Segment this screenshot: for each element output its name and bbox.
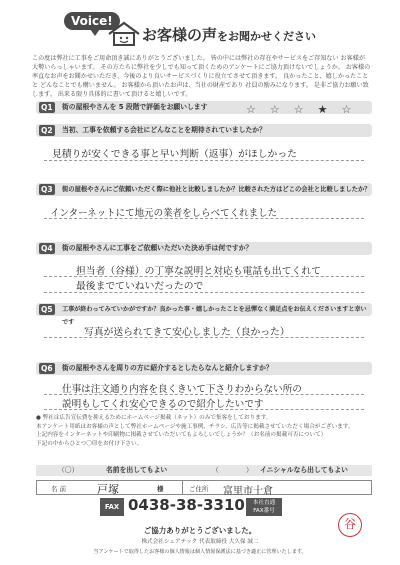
rating-stars[interactable] [246, 103, 365, 116]
consent-option-b-label: イニシャルなら出してもよい [260, 466, 348, 474]
answer-line [44, 394, 364, 395]
title-main-1: お客様の [142, 26, 203, 44]
answer-text: 仕事は注文通り内容を良くきいて下さりわからない所の [62, 384, 302, 395]
question-number: Q1 [41, 103, 53, 112]
address-label: ご住所 [189, 485, 209, 493]
question-4-header [36, 242, 372, 255]
question-6-header [36, 362, 372, 375]
question-text: 街の屋根やさんに工事をご依頼いただいた決め手は何ですか？ [62, 244, 253, 252]
note-line: 上記内容をインターネットや印刷物に掲載させていただいてもよろしいでしょうか？（お名前の掲載可否について） [36, 432, 327, 438]
fax-label: FAX [100, 498, 124, 516]
question-number: Q3 [41, 185, 53, 194]
question-number: Q2 [41, 126, 53, 135]
divider [182, 481, 183, 494]
answer-text: 見積りが安くできる事と早い判断（返事）がほしかった [52, 149, 297, 160]
question-number: Q5 [41, 305, 53, 314]
question-2-header [36, 124, 372, 137]
name-consent-row [36, 465, 372, 476]
note-line: 本アンケート用紙はお客様の声として弊社ホームページや施工事例、チラシ、広告等に掲載させていただく場合がございます。 [36, 423, 354, 430]
star-icon[interactable]: ☆ [246, 103, 270, 116]
question-text: 街の屋根やさんにご依頼いただく際に他社と比較しましたか？比較された方はどこの会社と比較しましたか？ [62, 186, 371, 193]
answer-line [44, 292, 364, 293]
house-icon [106, 20, 142, 46]
name-label: 名 前 [51, 485, 67, 493]
star-filled-icon[interactable]: ★ [317, 103, 342, 116]
note-line: 下記の中からひとつ〇印をお付け下さい。 [36, 440, 143, 447]
title-main-2: 声 [202, 26, 218, 44]
privacy-text: 当アンケートで取得したお客様の個人情報は個人情報保護法に基づき適正に管理いたします。 [93, 549, 307, 555]
star-icon[interactable]: ☆ [341, 103, 366, 116]
question-number: Q6 [41, 364, 53, 373]
question-text: 当初、工事を依頼する会社にどんなことを期待されていましたか？ [62, 126, 266, 134]
star-icon[interactable]: ☆ [293, 103, 318, 116]
question-5-header [36, 303, 372, 326]
fax-badge-line: FAX番号 [253, 508, 275, 514]
answer-line [44, 276, 364, 277]
company-text: 株式会社シェアテック 代表取締役 大久保 誠二 [141, 539, 259, 545]
question-text: 街の屋根やさんを周りの方に紹介するとしたらなんと紹介しますか？ [62, 364, 273, 372]
consent-option-b-checkbox[interactable]: （ ） [212, 466, 253, 474]
answer-text: 写真が送られてきて安心しました（良かった） [84, 327, 290, 338]
address-value[interactable]: 富里市十倉 [223, 486, 273, 497]
question-3-header [36, 183, 372, 196]
notes [36, 414, 376, 448]
question-text: 工事が終わってみていかがですか？良かった事・嬉しかったことを忌憚なく満足点をお伝えくださいますと幸いです [62, 306, 367, 326]
question-text: 街の屋根やさんを 5 段階で評価をお願いします [62, 103, 208, 111]
title-small: をお聞かせください [217, 30, 317, 43]
consent-option-a-checkbox[interactable]: （〇） [58, 466, 79, 474]
intro-text: この度は弊社に工事をご用命頂き誠にありがとうございました。 皆の中には弊社の存在やサービスをご存知ない お客様が 大勢いらっしゃいます。 その方たちに弊社を少しでも知って頂くためのアンケートにご協力頂けないでしょうか。 お客様の率直なお声をお聞かせいただき、今後のより良いサービスづくりに役立てさせて頂きます。 良かったこと、嬉しかったことと どんなことでも構いません。 お客様から頂いたお声は、当社の財産であり 社員の励みになります。 是非ご協力お願い致します。 出来る限り具体的に書いて頂けると嬉しいです。 [32, 55, 371, 98]
answer-line [44, 409, 364, 410]
fax-badge-line: 本社直通 [252, 500, 276, 506]
fax-badge [246, 498, 282, 516]
honorific: 様 [157, 485, 164, 493]
name-value[interactable]: 戸塚 [97, 483, 119, 496]
answer-line [44, 218, 364, 219]
star-icon[interactable]: ☆ [269, 103, 294, 116]
name-address-box [36, 480, 372, 495]
consent-option-a-mark: 〇 [64, 466, 72, 474]
consent-option-a-label: 名前を出してもよい [106, 466, 168, 474]
answer-text: 説明もしてくれ安心できるので紹介したいです [62, 399, 264, 410]
answer-text: 担当者（谷様）の丁寧な説明と対応も電話も出てくれて [76, 266, 321, 277]
answer-text: 最後までていねいだったので [76, 281, 204, 292]
answer-line [44, 337, 364, 338]
page-title [142, 24, 316, 45]
voice-badge: Voice! [64, 12, 120, 30]
answer-text: インターネットにて地元の業者をしらべてくれました [50, 208, 278, 219]
note-line: ● 弊社は広告宣伝費を抑えるためにホームページ掲載（ネット）のみで集客をしております。 [36, 415, 272, 421]
answer-line [44, 160, 364, 161]
fax-number: 0438-38-3310 [128, 496, 245, 514]
question-number: Q4 [41, 244, 53, 253]
thanks-text: ご協力ありがとうございました。 [143, 526, 257, 535]
seal-stamp: 谷 [338, 513, 362, 537]
